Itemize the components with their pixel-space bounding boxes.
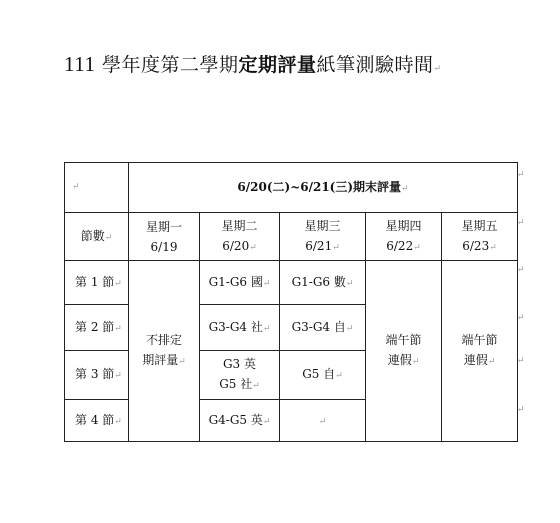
exam-period-header <box>129 163 518 213</box>
period-column-header <box>65 213 129 261</box>
tuesday-p4 <box>200 400 280 442</box>
monday-line-1: 不排定 <box>145 333 182 347</box>
paragraph-mark: ↵ <box>433 64 442 74</box>
day-name: 星期四 <box>385 218 422 233</box>
day-name: 星期一 <box>145 219 182 234</box>
paragraph-mark: ↵ <box>345 278 354 289</box>
day-date: 6/19 <box>150 239 178 254</box>
wednesday-p1 <box>280 261 366 305</box>
subject-text: G3-G4 自 <box>291 319 346 334</box>
paragraph-mark: ↵ <box>345 323 354 334</box>
paragraph-mark: ↵ <box>332 242 340 253</box>
table-row <box>65 261 518 305</box>
day-header-thursday <box>366 213 442 261</box>
paragraph-mark: ↵ <box>487 357 496 367</box>
day-header-monday <box>129 213 200 261</box>
paragraph-mark: ↵ <box>401 183 409 194</box>
table-header-row <box>65 163 518 213</box>
paragraph-mark: ↵ <box>104 232 113 243</box>
friday-merged-cell <box>442 261 518 442</box>
holiday-line-1: 端午節 <box>385 333 422 347</box>
title-part-1: 學年度第二學期 <box>102 54 239 76</box>
period-label: 節數 <box>80 228 105 243</box>
day-name: 星期二 <box>221 218 258 233</box>
monday-line-2: 期評量 <box>142 353 179 367</box>
day-header-friday <box>442 213 518 261</box>
day-date: 6/22 <box>386 238 414 253</box>
tuesday-p2 <box>200 305 280 351</box>
thursday-merged-cell <box>366 261 442 442</box>
holiday-line-2: 連假 <box>463 353 488 367</box>
title-part-2: 定期評量 <box>238 54 317 76</box>
period-2-label <box>65 305 129 351</box>
subject-text: G3-G4 社 <box>208 319 263 334</box>
wednesday-p4 <box>280 400 366 442</box>
paragraph-mark: ↵ <box>178 357 186 367</box>
paragraph-mark: ↵ <box>262 323 271 334</box>
day-date: 6/21 <box>305 238 333 253</box>
paragraph-mark: ↵ <box>72 182 80 192</box>
empty-corner-cell <box>65 163 129 213</box>
wednesday-p2 <box>280 305 366 351</box>
row-end-mark: ↵ <box>517 218 525 228</box>
subject-text: G1-G6 國 <box>208 274 263 289</box>
title-year: 111 <box>64 52 96 76</box>
tuesday-p1 <box>200 261 280 305</box>
row-end-mark: ↵ <box>517 313 525 323</box>
paragraph-mark: ↵ <box>413 242 421 253</box>
period-text: 第 1 節 <box>75 274 115 289</box>
subject-text: G4-G5 英 <box>208 412 263 427</box>
paragraph-mark: ↵ <box>262 278 271 289</box>
paragraph-mark: ↵ <box>318 416 327 427</box>
paragraph-mark: ↵ <box>411 357 420 367</box>
subject-text: G5 社 <box>219 377 253 391</box>
paragraph-mark: ↵ <box>335 371 343 381</box>
exam-period-text: 6/20(二)~6/21(三)期末評量 <box>237 179 402 194</box>
period-3-label <box>65 351 129 400</box>
tuesday-p3 <box>200 351 280 400</box>
day-header-tuesday <box>200 213 280 261</box>
paragraph-mark: ↵ <box>252 381 260 391</box>
wednesday-p3 <box>280 351 366 400</box>
paragraph-mark: ↵ <box>114 323 122 334</box>
weekday-row <box>65 213 518 261</box>
period-4-label <box>65 400 129 442</box>
period-1-label <box>65 261 129 305</box>
page-title <box>64 50 534 77</box>
row-end-mark: ↵ <box>517 170 525 180</box>
monday-merged-cell <box>129 261 200 442</box>
paragraph-mark: ↵ <box>249 242 257 253</box>
holiday-line-2: 連假 <box>387 353 412 367</box>
day-name: 星期三 <box>304 218 341 233</box>
row-end-mark: ↵ <box>517 356 525 366</box>
subject-text: G1-G6 數 <box>291 274 346 289</box>
period-text: 第 2 節 <box>75 319 115 334</box>
period-text: 第 4 節 <box>75 412 115 427</box>
paragraph-mark: ↵ <box>114 416 122 427</box>
subject-text: G5 自 <box>302 367 336 381</box>
exam-schedule-table <box>64 162 518 442</box>
paragraph-mark: ↵ <box>489 242 497 253</box>
title-part-3: 紙筆測驗時間 <box>316 54 434 76</box>
day-date: 6/23 <box>462 238 490 253</box>
period-text: 第 3 節 <box>75 367 115 381</box>
subject-text: G3 英 <box>222 357 257 371</box>
holiday-line-1: 端午節 <box>461 333 498 347</box>
row-end-mark: ↵ <box>517 405 525 415</box>
row-end-mark: ↵ <box>517 265 525 275</box>
day-header-wednesday <box>280 213 366 261</box>
day-name: 星期五 <box>461 218 498 233</box>
paragraph-mark: ↵ <box>114 278 122 289</box>
paragraph-mark: ↵ <box>262 416 271 427</box>
day-date: 6/20 <box>222 238 250 253</box>
paragraph-mark: ↵ <box>114 371 122 381</box>
